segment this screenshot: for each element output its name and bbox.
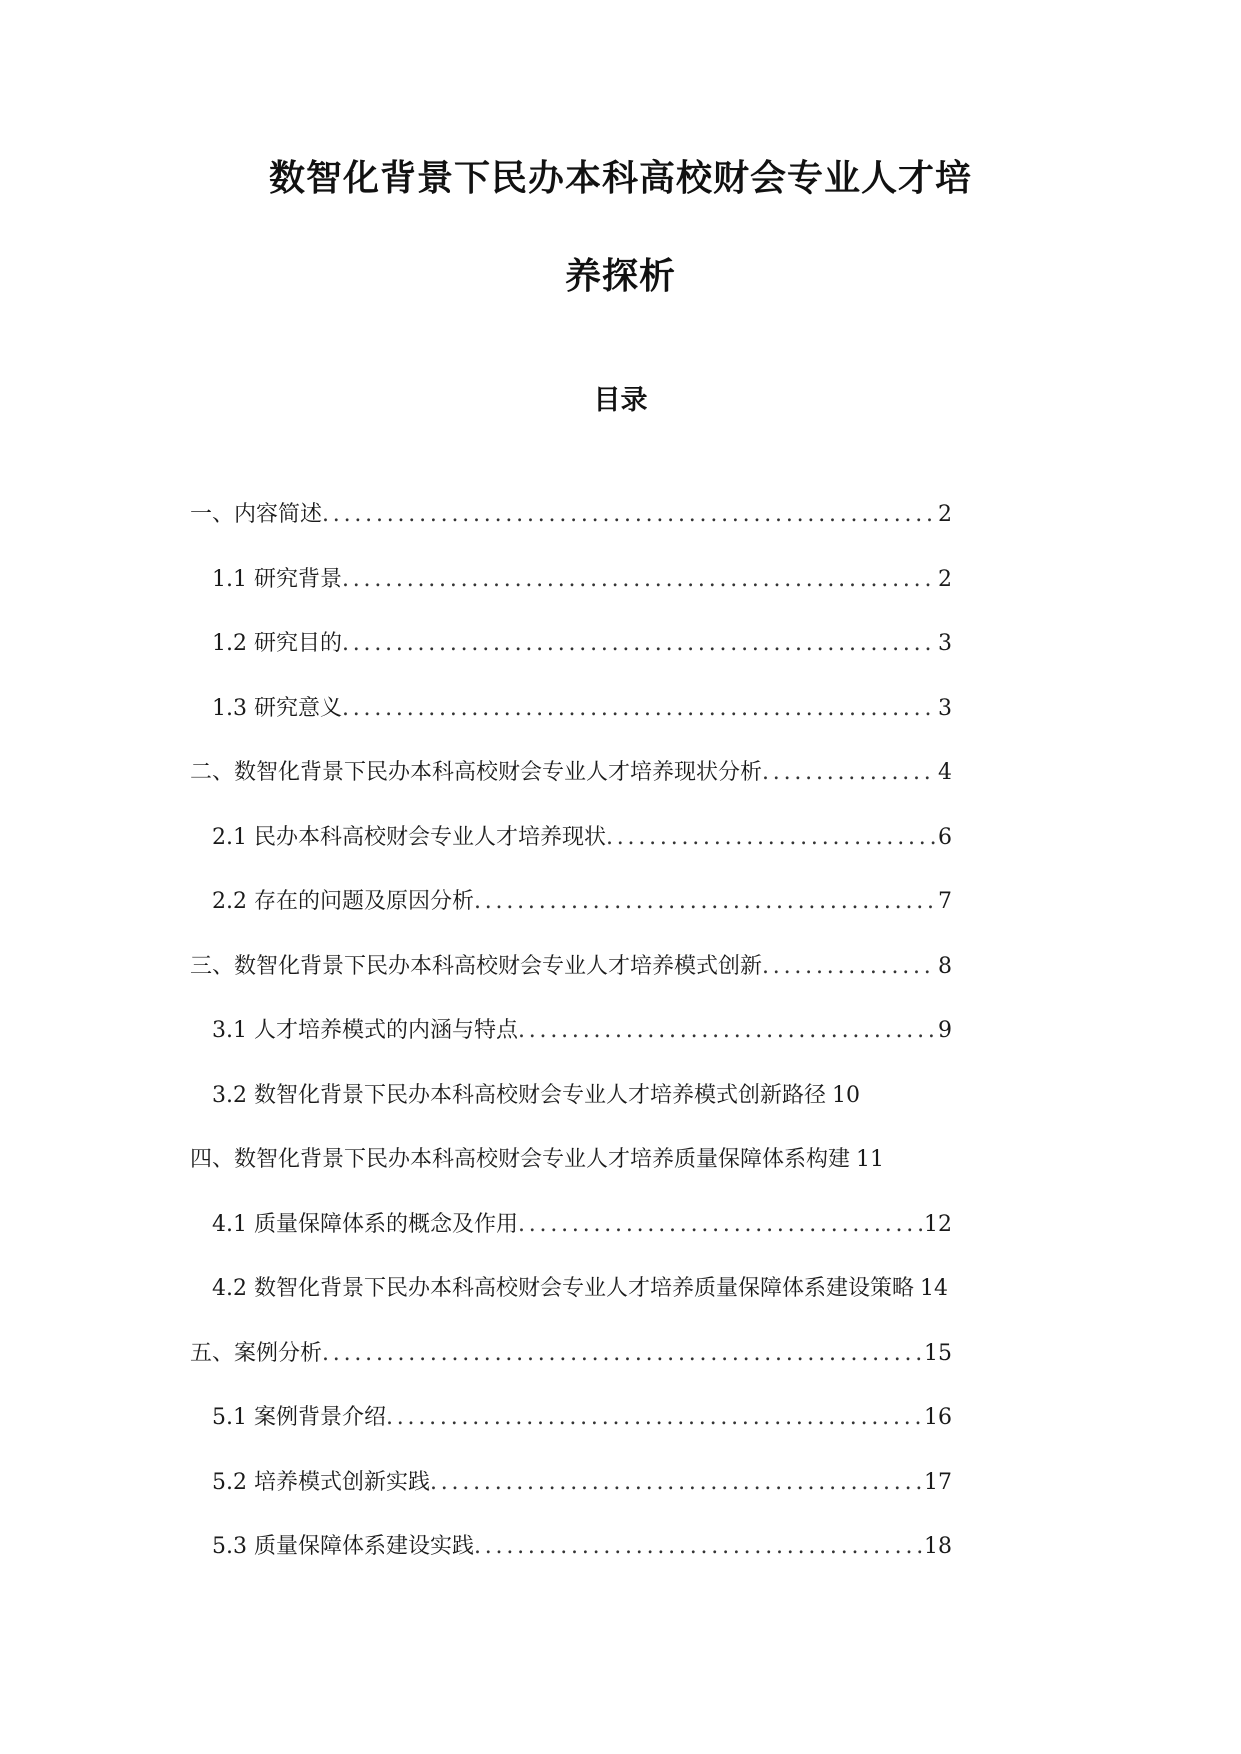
- toc-dot-leader: [386, 1398, 922, 1438]
- toc-entry-page-number: 6: [938, 825, 952, 850]
- toc-entry-title: 5.2 培养模式创新实践: [212, 1470, 430, 1495]
- toc-entry[interactable]: [212, 882, 952, 922]
- toc-entry-title: 4.2 数智化背景下民办本科高校财会专业人才培养质量保障体系建设策略: [212, 1276, 914, 1301]
- toc-entry[interactable]: [212, 560, 952, 600]
- toc-entry-title: 2.1 民办本科高校财会专业人才培养现状: [212, 825, 606, 850]
- toc-entry-title: 一、内容简述: [190, 502, 323, 527]
- toc-entry-page-number: 14: [919, 1276, 948, 1301]
- toc-entry-title: 3.1 人才培养模式的内涵与特点: [212, 1018, 518, 1043]
- toc-entry-title: 1.1 研究背景: [212, 567, 342, 592]
- toc-dot-leader: [342, 560, 936, 600]
- toc-entry[interactable]: [190, 1140, 884, 1180]
- toc-entry-title: 3.2 数智化背景下民办本科高校财会专业人才培养模式创新路径: [212, 1083, 826, 1108]
- toc-entry-title: 三、数智化背景下民办本科高校财会专业人才培养模式创新: [190, 954, 763, 979]
- toc-entry-page-number: 18: [924, 1534, 952, 1559]
- toc-dot-leader: [322, 495, 936, 535]
- toc-entry-page-number: 8: [938, 954, 952, 979]
- toc-entry-page-number: 3: [938, 631, 952, 656]
- toc-entry-page-number: 16: [924, 1405, 952, 1430]
- toc-entry[interactable]: [190, 753, 952, 793]
- toc-dot-leader: [474, 1527, 922, 1567]
- toc-entry[interactable]: [212, 1398, 952, 1438]
- toc-entry-title: 2.2 存在的问题及原因分析: [212, 889, 474, 914]
- toc-dot-leader: [518, 1011, 936, 1051]
- toc-entry[interactable]: [212, 689, 952, 729]
- toc-entry-title: 四、数智化背景下民办本科高校财会专业人才培养质量保障体系构建: [190, 1147, 851, 1172]
- toc-dot-leader: [606, 818, 936, 858]
- toc-entry-page-number: 2: [938, 567, 952, 592]
- toc-dot-leader: [322, 1334, 922, 1374]
- toc-entry[interactable]: [212, 1527, 952, 1567]
- toc-entry[interactable]: [212, 1463, 952, 1503]
- toc-entry[interactable]: [190, 495, 952, 535]
- toc-entry[interactable]: [212, 624, 952, 664]
- toc-entry[interactable]: [212, 1011, 952, 1051]
- toc-entry[interactable]: [212, 1205, 952, 1245]
- toc-entry[interactable]: [212, 818, 952, 858]
- toc-entry[interactable]: [190, 947, 952, 987]
- toc-entry[interactable]: [212, 1076, 860, 1116]
- toc-entry-title: 五、案例分析: [190, 1341, 323, 1366]
- toc-dot-leader: [342, 624, 936, 664]
- toc-entry-page-number: 10: [831, 1083, 860, 1108]
- toc-entry-title: 5.1 案例背景介绍: [212, 1405, 386, 1430]
- toc-entry-page-number: 7: [938, 889, 952, 914]
- toc-entry-title: 5.3 质量保障体系建设实践: [212, 1534, 474, 1559]
- toc-entry[interactable]: [212, 1269, 948, 1309]
- toc-entry-title: 1.3 研究意义: [212, 696, 342, 721]
- toc-entry-page-number: 9: [938, 1018, 952, 1043]
- toc-entry-page-number: 17: [924, 1470, 952, 1495]
- document-title-line-1: 数智化背景下民办本科高校财会专业人才培: [268, 158, 972, 199]
- toc-entry-page-number: 2: [938, 502, 952, 527]
- toc-heading: 目录: [593, 385, 648, 416]
- toc-entry[interactable]: [190, 1334, 952, 1374]
- toc-entry-title: 二、数智化背景下民办本科高校财会专业人才培养现状分析: [190, 760, 763, 785]
- toc-dot-leader: [430, 1463, 922, 1503]
- toc-dot-leader: [342, 689, 936, 729]
- toc-entry-page-number: 3: [938, 696, 952, 721]
- toc-dot-leader: [762, 947, 936, 987]
- toc-entry-title: 4.1 质量保障体系的概念及作用: [212, 1212, 518, 1237]
- toc-dot-leader: [762, 753, 936, 793]
- toc-dot-leader: [518, 1205, 922, 1245]
- document-title-line-2: 养探析: [564, 256, 676, 297]
- toc-entry-page-number: 12: [924, 1212, 952, 1237]
- toc-entry-title: 1.2 研究目的: [212, 631, 342, 656]
- toc-entry-page-number: 15: [924, 1341, 952, 1366]
- toc-entry-page-number: 11: [856, 1147, 885, 1172]
- toc-dot-leader: [474, 882, 936, 922]
- toc-entry-page-number: 4: [938, 760, 952, 785]
